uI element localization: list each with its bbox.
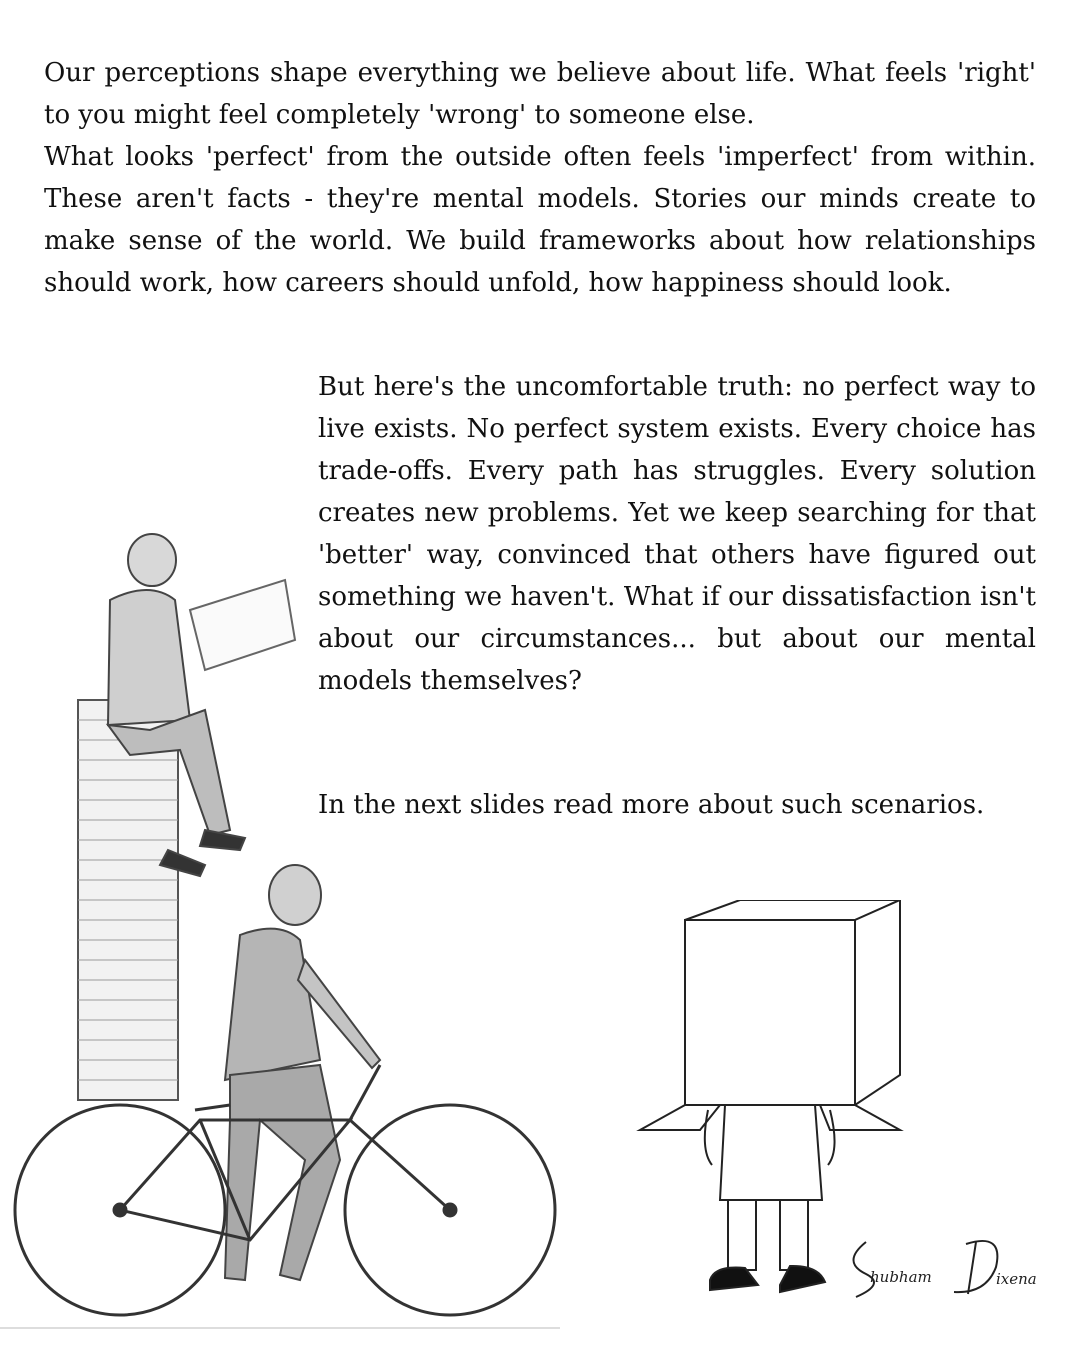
- legs-figure: [705, 1105, 835, 1292]
- uncomfortable-truth-paragraph: But here's the uncomfortable truth: no perfect way to live exists. No perfect system exists. Every choice has trade-offs. Every path has struggles. Every solution creates new problems. Yet we keep searching for that 'better' way, convinced that others have figured out something we haven't. What if our dissatisfaction isn't about our circumstances... but about our mental models themselves?: [318, 372, 1036, 696]
- paper-stack: [78, 700, 178, 1100]
- cardboard-box: [640, 900, 900, 1130]
- mental-models-paragraph: What looks 'perfect' from the outside often feels 'imperfect' from within. These aren't facts - they're mental models. Stories our minds create to make sense of the world. We build frameworks about how relationships should work, how careers should unfold, how happiness should look.: [44, 142, 1036, 298]
- cyclist-figure: [225, 865, 380, 1280]
- cyclists-illustration: [0, 520, 560, 1346]
- artist-signature: [836, 1222, 1050, 1312]
- signature-last: ixena: [996, 1270, 1037, 1288]
- next-slides-paragraph: In the next slides read more about such scenarios.: [318, 790, 985, 820]
- signature-first: hubham: [870, 1268, 932, 1286]
- intro-paragraph: Our perceptions shape everything we believe about life. What feels 'right' to you might feel completely 'wrong' to someone else.: [44, 58, 1036, 130]
